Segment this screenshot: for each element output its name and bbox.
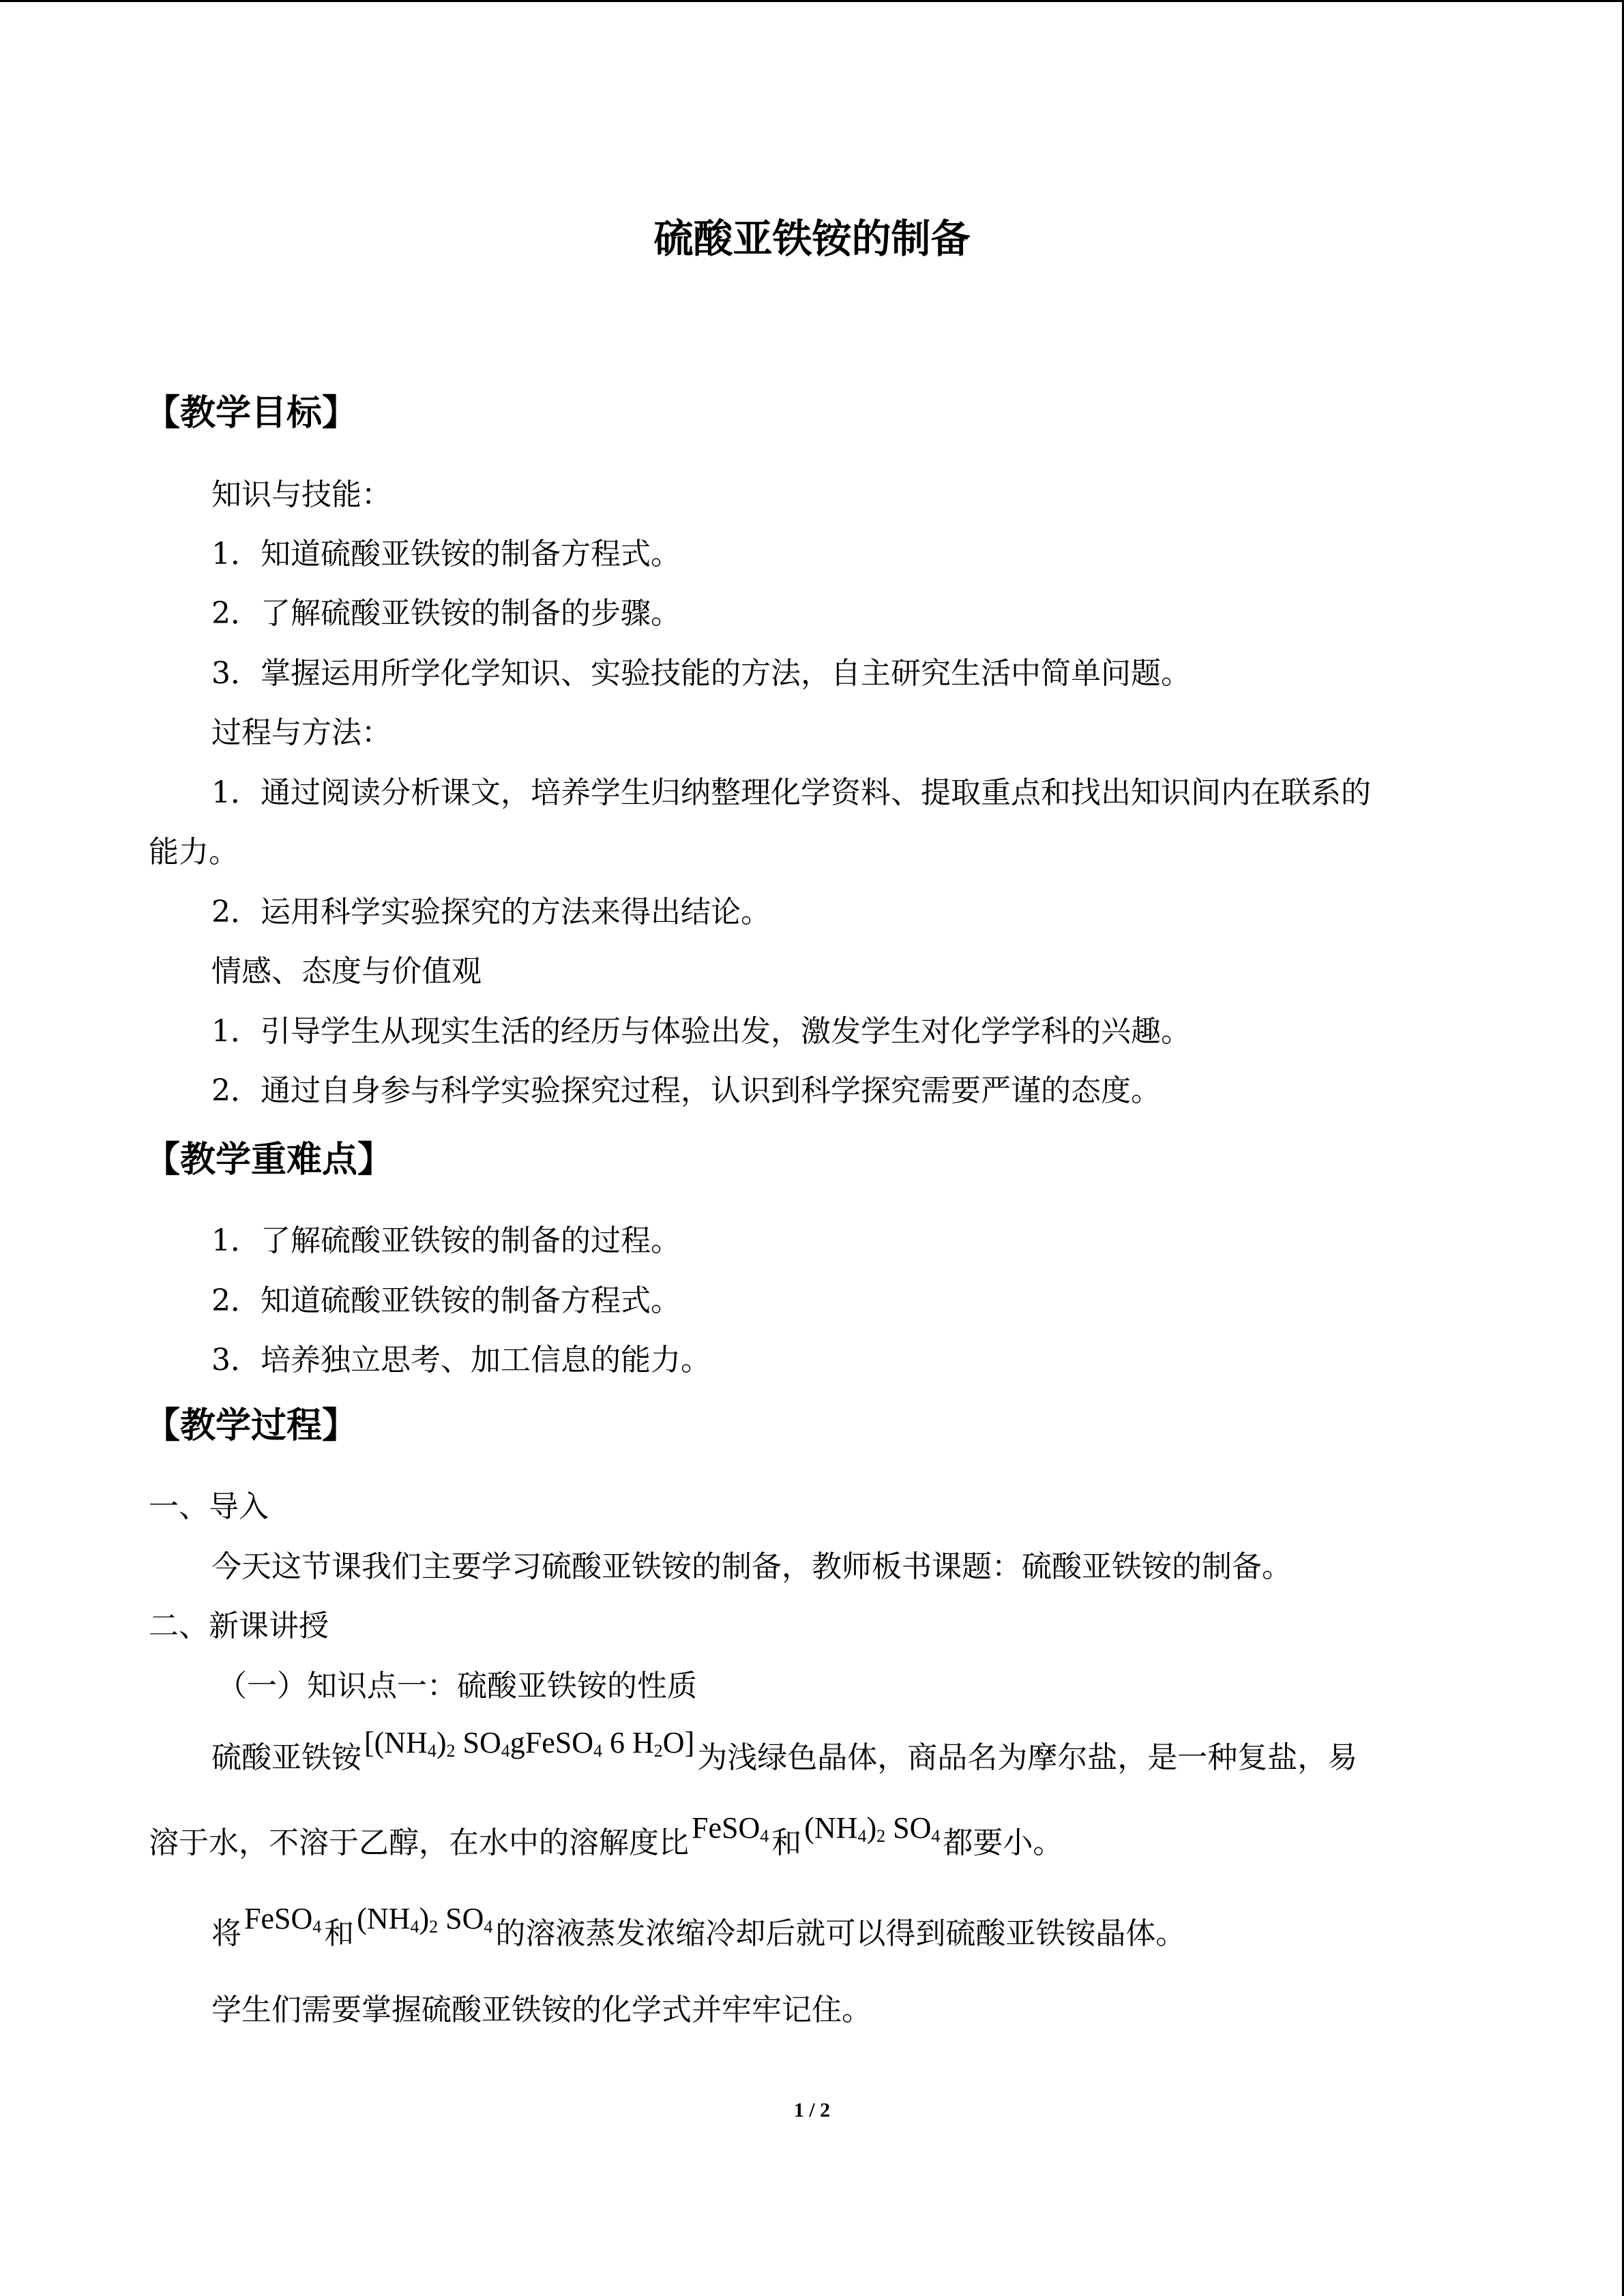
part1-text: 今天这节课我们主要学习硫酸亚铁铵的制备，教师板书课题：硫酸亚铁铵的制备。 — [211, 1549, 1292, 1584]
text-segment: 和 — [771, 1825, 802, 1860]
text-segment: 的溶液蒸发浓缩冷却后就可以得到硫酸亚铁铵晶体。 — [495, 1916, 1186, 1951]
formula-feso4: FeSO$_4$ — [244, 1902, 322, 1937]
formula-ammonium-iron-sulfate: [$(NH_4)_2$ $SO_4gFeSO_4$ 6 $H_2O$] — [364, 1726, 695, 1761]
knowledge-item-2: 2．了解硫酸亚铁铵的制备的步骤。 — [211, 596, 681, 631]
process-item-1b: 能力。 — [149, 835, 239, 869]
text-segment: 溶于水，不溶于乙醇，在水中的溶解度比 — [149, 1825, 689, 1860]
property-paragraph-line-2 — [149, 1811, 1063, 1872]
text-segment: 和 — [324, 1916, 355, 1951]
key-point-1: 1．了解硫酸亚铁铵的制备的过程。 — [211, 1223, 681, 1258]
emotion-label: 情感、态度与价值观 — [211, 954, 482, 989]
page-border-top — [0, 0, 1624, 2]
process-item-2: 2．运用科学实验探究的方法来得出结论。 — [211, 895, 771, 929]
part1-label: 一、导入 — [149, 1489, 269, 1524]
emotion-item-1: 1．引导学生从现实生活的经历与体验出发，激发学生对化学学科的兴趣。 — [211, 1014, 1191, 1049]
process-label: 过程与方法： — [211, 715, 392, 750]
page-number: 1 / 2 — [793, 2099, 831, 2121]
knowledge-item-1: 1．知道硫酸亚铁铵的制备方程式。 — [211, 537, 681, 571]
knowledge-item-3: 3．掌握运用所学化学知识、实验技能的方法，自主研究生活中简单问题。 — [211, 656, 1191, 691]
text-segment: 硫酸亚铁铵 — [211, 1740, 361, 1775]
text-segment: 将 — [211, 1916, 241, 1951]
heading-teaching-goals: 【教学目标】 — [145, 393, 358, 434]
emotion-item-2: 2．通过自身参与科学实验探究过程，认识到科学探究需要严谨的态度。 — [211, 1073, 1161, 1108]
formula-nh4-2-so4: $(NH_4)_2$ $SO_4$ — [804, 1811, 941, 1846]
property-paragraph-line-1 — [211, 1726, 1358, 1787]
memorize-note: 学生们需要掌握硫酸亚铁铵的化学式并牢牢记住。 — [211, 1993, 872, 2027]
formula-feso4: FeSO$_4$ — [692, 1811, 769, 1846]
knowledge-label: 知识与技能： — [211, 477, 392, 512]
property-paragraph-line-3 — [211, 1902, 1186, 1963]
heading-teaching-process: 【教学过程】 — [145, 1405, 358, 1446]
formula-nh4-2-so4: $(NH_4)_2$ $SO_4$ — [357, 1902, 493, 1937]
process-item-1a: 1．通过阅读分析课文，培养学生归纳整理化学资料、提取重点和找出知识间内在联系的 — [211, 775, 1371, 810]
page-title: 硫酸亚铁铵的制备 — [653, 215, 971, 262]
knowledge-point-1-label: （一）知识点一：硫酸亚铁铵的性质 — [217, 1669, 697, 1703]
text-segment: 都要小。 — [943, 1825, 1063, 1860]
key-point-3: 3．培养独立思考、加工信息的能力。 — [211, 1343, 711, 1377]
key-point-2: 2．知道硫酸亚铁铵的制备方程式。 — [211, 1283, 681, 1318]
text-segment: 为浅绿色晶体，商品名为摩尔盐，是一种复盐，易 — [697, 1740, 1358, 1775]
heading-key-points: 【教学重难点】 — [145, 1139, 394, 1180]
part2-label: 二、新课讲授 — [149, 1609, 329, 1643]
